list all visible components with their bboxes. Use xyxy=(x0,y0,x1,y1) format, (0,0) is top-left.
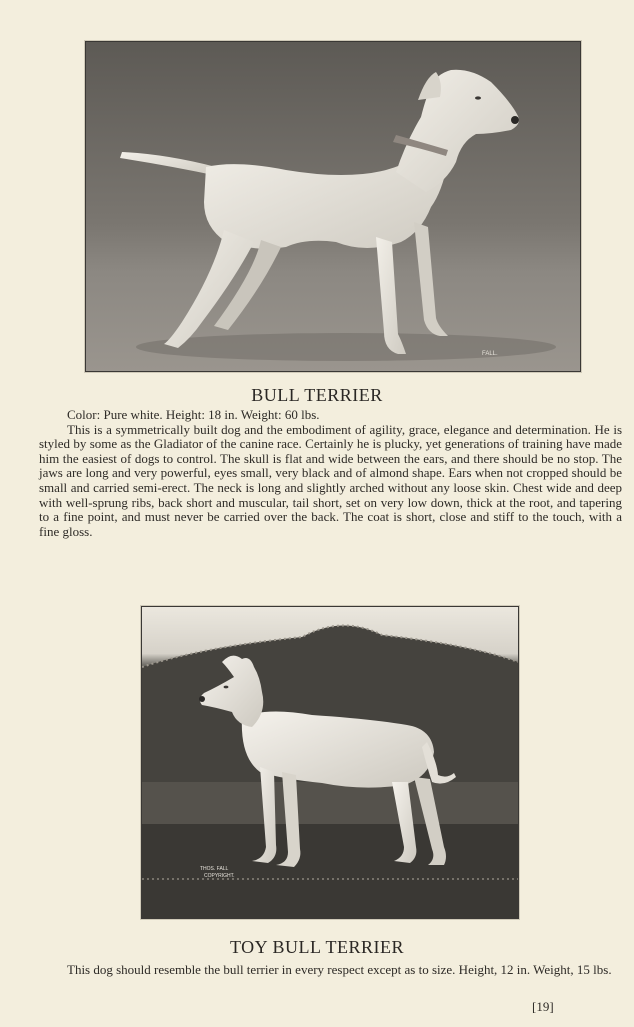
bull-terrier-title: BULL TERRIER xyxy=(251,385,383,405)
toy-bull-terrier-photo xyxy=(141,606,519,919)
toy-bull-terrier-image xyxy=(142,607,518,918)
photo-caption-line1: THOS. FALL xyxy=(200,866,229,872)
toy-bull-terrier-description-block xyxy=(39,963,622,978)
bull-terrier-image xyxy=(86,42,580,371)
toy-bull-terrier-title: TOY BULL TERRIER xyxy=(230,937,404,957)
toy-bull-terrier-description: This dog should resemble the bull terrier in every respect except as to size. Height, 12 in. Weight, 15 lbs. xyxy=(67,962,612,977)
bull-terrier-description-block xyxy=(39,408,622,539)
bull-terrier-description: This is a symmetrically built dog and the embodiment of agility, grace, elegance and determination. He is styled by some as the Gladiator of the canine race. Certainly he is plucky, yet generations of training have made him the easiest of dogs to control. The skull is flat and wide between the ears, and there should be no stop. The jaws are long and very powerful, eyes small, very black and of almond shape. Ears when not cropped should be small and carried semi-erect. The neck is long and slightly arched without any loose skin. Chest wide and deep with well-sprung ribs, back short and muscular, tail short, set on very low down, thick at the root, and tapering to a fine point, and must never be carried over the back. The coat is short, close and stiff to the touch, with a fine gloss. xyxy=(39,421,622,539)
bull-terrier-stats: Color: Pure white. Height: 18 in. Weight: 60 lbs. xyxy=(67,407,320,422)
photo-caption-fall: FALL. xyxy=(482,351,498,357)
page-number: [19] xyxy=(532,999,554,1014)
bull-terrier-photo xyxy=(85,41,581,372)
photo-caption-line2: COPYRIGHT. xyxy=(204,873,235,879)
